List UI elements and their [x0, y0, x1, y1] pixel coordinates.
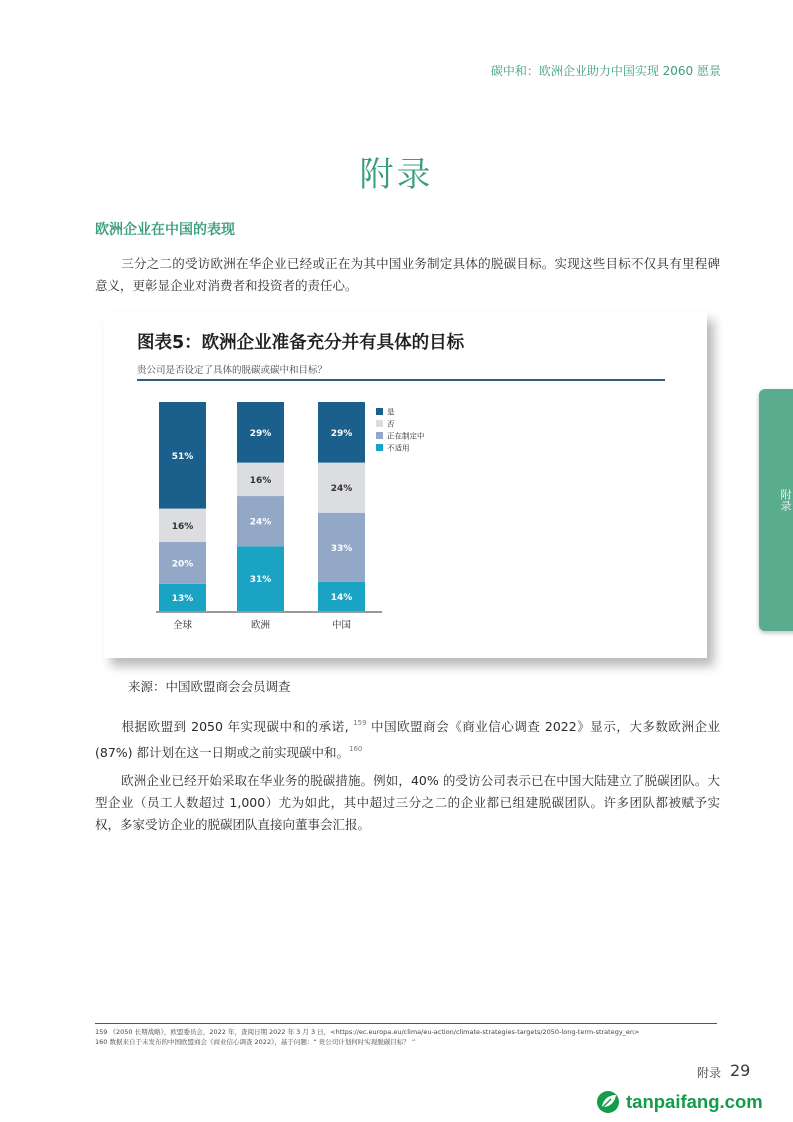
x-tick-labels-layer: [173, 619, 351, 631]
bar-value-label: 16%: [249, 475, 272, 486]
bar-value-label: 16%: [171, 521, 194, 532]
section-heading: 欧洲企业在中国的表现: [95, 222, 235, 238]
legend-label: 否: [387, 419, 395, 429]
bar-value-label: 51%: [171, 451, 194, 462]
paragraph-3: [95, 770, 720, 836]
bar-value-label: 29%: [330, 428, 353, 439]
legend: [376, 408, 425, 453]
paragraph-2-text-a: 根据欧盟到 2050 年实现碳中和的承诺,: [121, 719, 354, 734]
footnote-159: 159 《2050 长期战略》，欧盟委员会，2022 年，查阅日期 2022 年 3 月 3 日，<https://ec.europa.eu/clima/eu-action/climate-strategies-targets/2050-long-term-strategy_en>: [95, 1028, 640, 1036]
paragraph-1-text: 三分之二的受访欧洲在华企业已经或正在为其中国业务制定具体的脱碳目标。实现这些目标不仅具有里程碑意义，更彰显企业对消费者和投资者的责任心。: [95, 256, 720, 293]
bar-value-label: 29%: [249, 428, 272, 439]
bar-value-label: 20%: [171, 559, 194, 570]
paragraph-2-text-b: 中国欧盟商会《商业信心调查 2022》显示，大多数欧洲企业 (87%) 都计划在这一日期或之前实现碳中和。: [95, 719, 720, 760]
bar-value-label: 14%: [330, 592, 353, 603]
bar-value-label: 33%: [330, 543, 353, 554]
page-title: 附录: [359, 155, 434, 195]
x-tick-label: 中国: [331, 620, 352, 631]
bar-value-label: 24%: [249, 517, 272, 528]
running-header: 碳中和：欧洲企业助力中国实现 2060 愿景: [490, 64, 721, 78]
footnote-ref-159[interactable]: 159: [353, 719, 367, 727]
page-number: 29: [730, 1061, 751, 1080]
paragraph-2: [95, 712, 720, 764]
legend-swatch: [376, 444, 383, 451]
watermark[interactable]: [596, 1088, 786, 1116]
x-tick-label: 欧洲: [250, 620, 271, 631]
legend-label: 是: [387, 407, 395, 417]
figure-question: 贵公司是否设定了具体的脱碳或碳中和目标？: [137, 365, 328, 376]
bar-value-label: 24%: [330, 484, 353, 495]
legend-swatch: [376, 432, 383, 439]
legend-label: 正在制定中: [387, 431, 425, 441]
legend-label: 不适用: [387, 443, 410, 453]
footnote-160: 160 数据来自于未发布的中国欧盟商会《商业信心调查 2022》，基于问题：“ 贵公司计划何时实现脱碳目标？ ”: [95, 1038, 416, 1046]
footer-section-label: 附录: [697, 1066, 722, 1080]
side-tab-appendix[interactable]: [759, 389, 793, 631]
figure-card: [104, 312, 707, 658]
stacked-bar-chart: [104, 312, 707, 658]
bar-value-label: 13%: [171, 593, 194, 604]
paragraph-3-text: 欧洲企业已经开始采取在华业务的脱碳措施。例如，40% 的受访公司表示已在中国大陆建立了脱碳团队。大型企业（员工人数超过 1,000）尤为如此，其中超过三分之二的企业都已组建脱碳团队。许多团队都被赋予实权，多家受访企业的脱碳团队直接向董事会汇报。: [95, 773, 720, 832]
source-note: 来源：中国欧盟商会会员调查: [128, 679, 291, 694]
side-tab-label: 附录: [779, 489, 792, 511]
paragraph-1: [95, 253, 720, 297]
bar-value-label: 31%: [249, 575, 272, 586]
footnote-ref-160[interactable]: 160: [349, 745, 363, 753]
leaf-logo-icon: [596, 1090, 622, 1114]
legend-swatch: [376, 408, 383, 415]
watermark-text: tanpaifang.com: [626, 1091, 763, 1112]
legend-swatch: [376, 420, 383, 427]
x-tick-label: 全球: [172, 620, 193, 631]
figure-title: 图表5：欧洲企业准备充分并有具体的目标: [137, 333, 465, 353]
footnote-divider: [95, 1023, 717, 1024]
